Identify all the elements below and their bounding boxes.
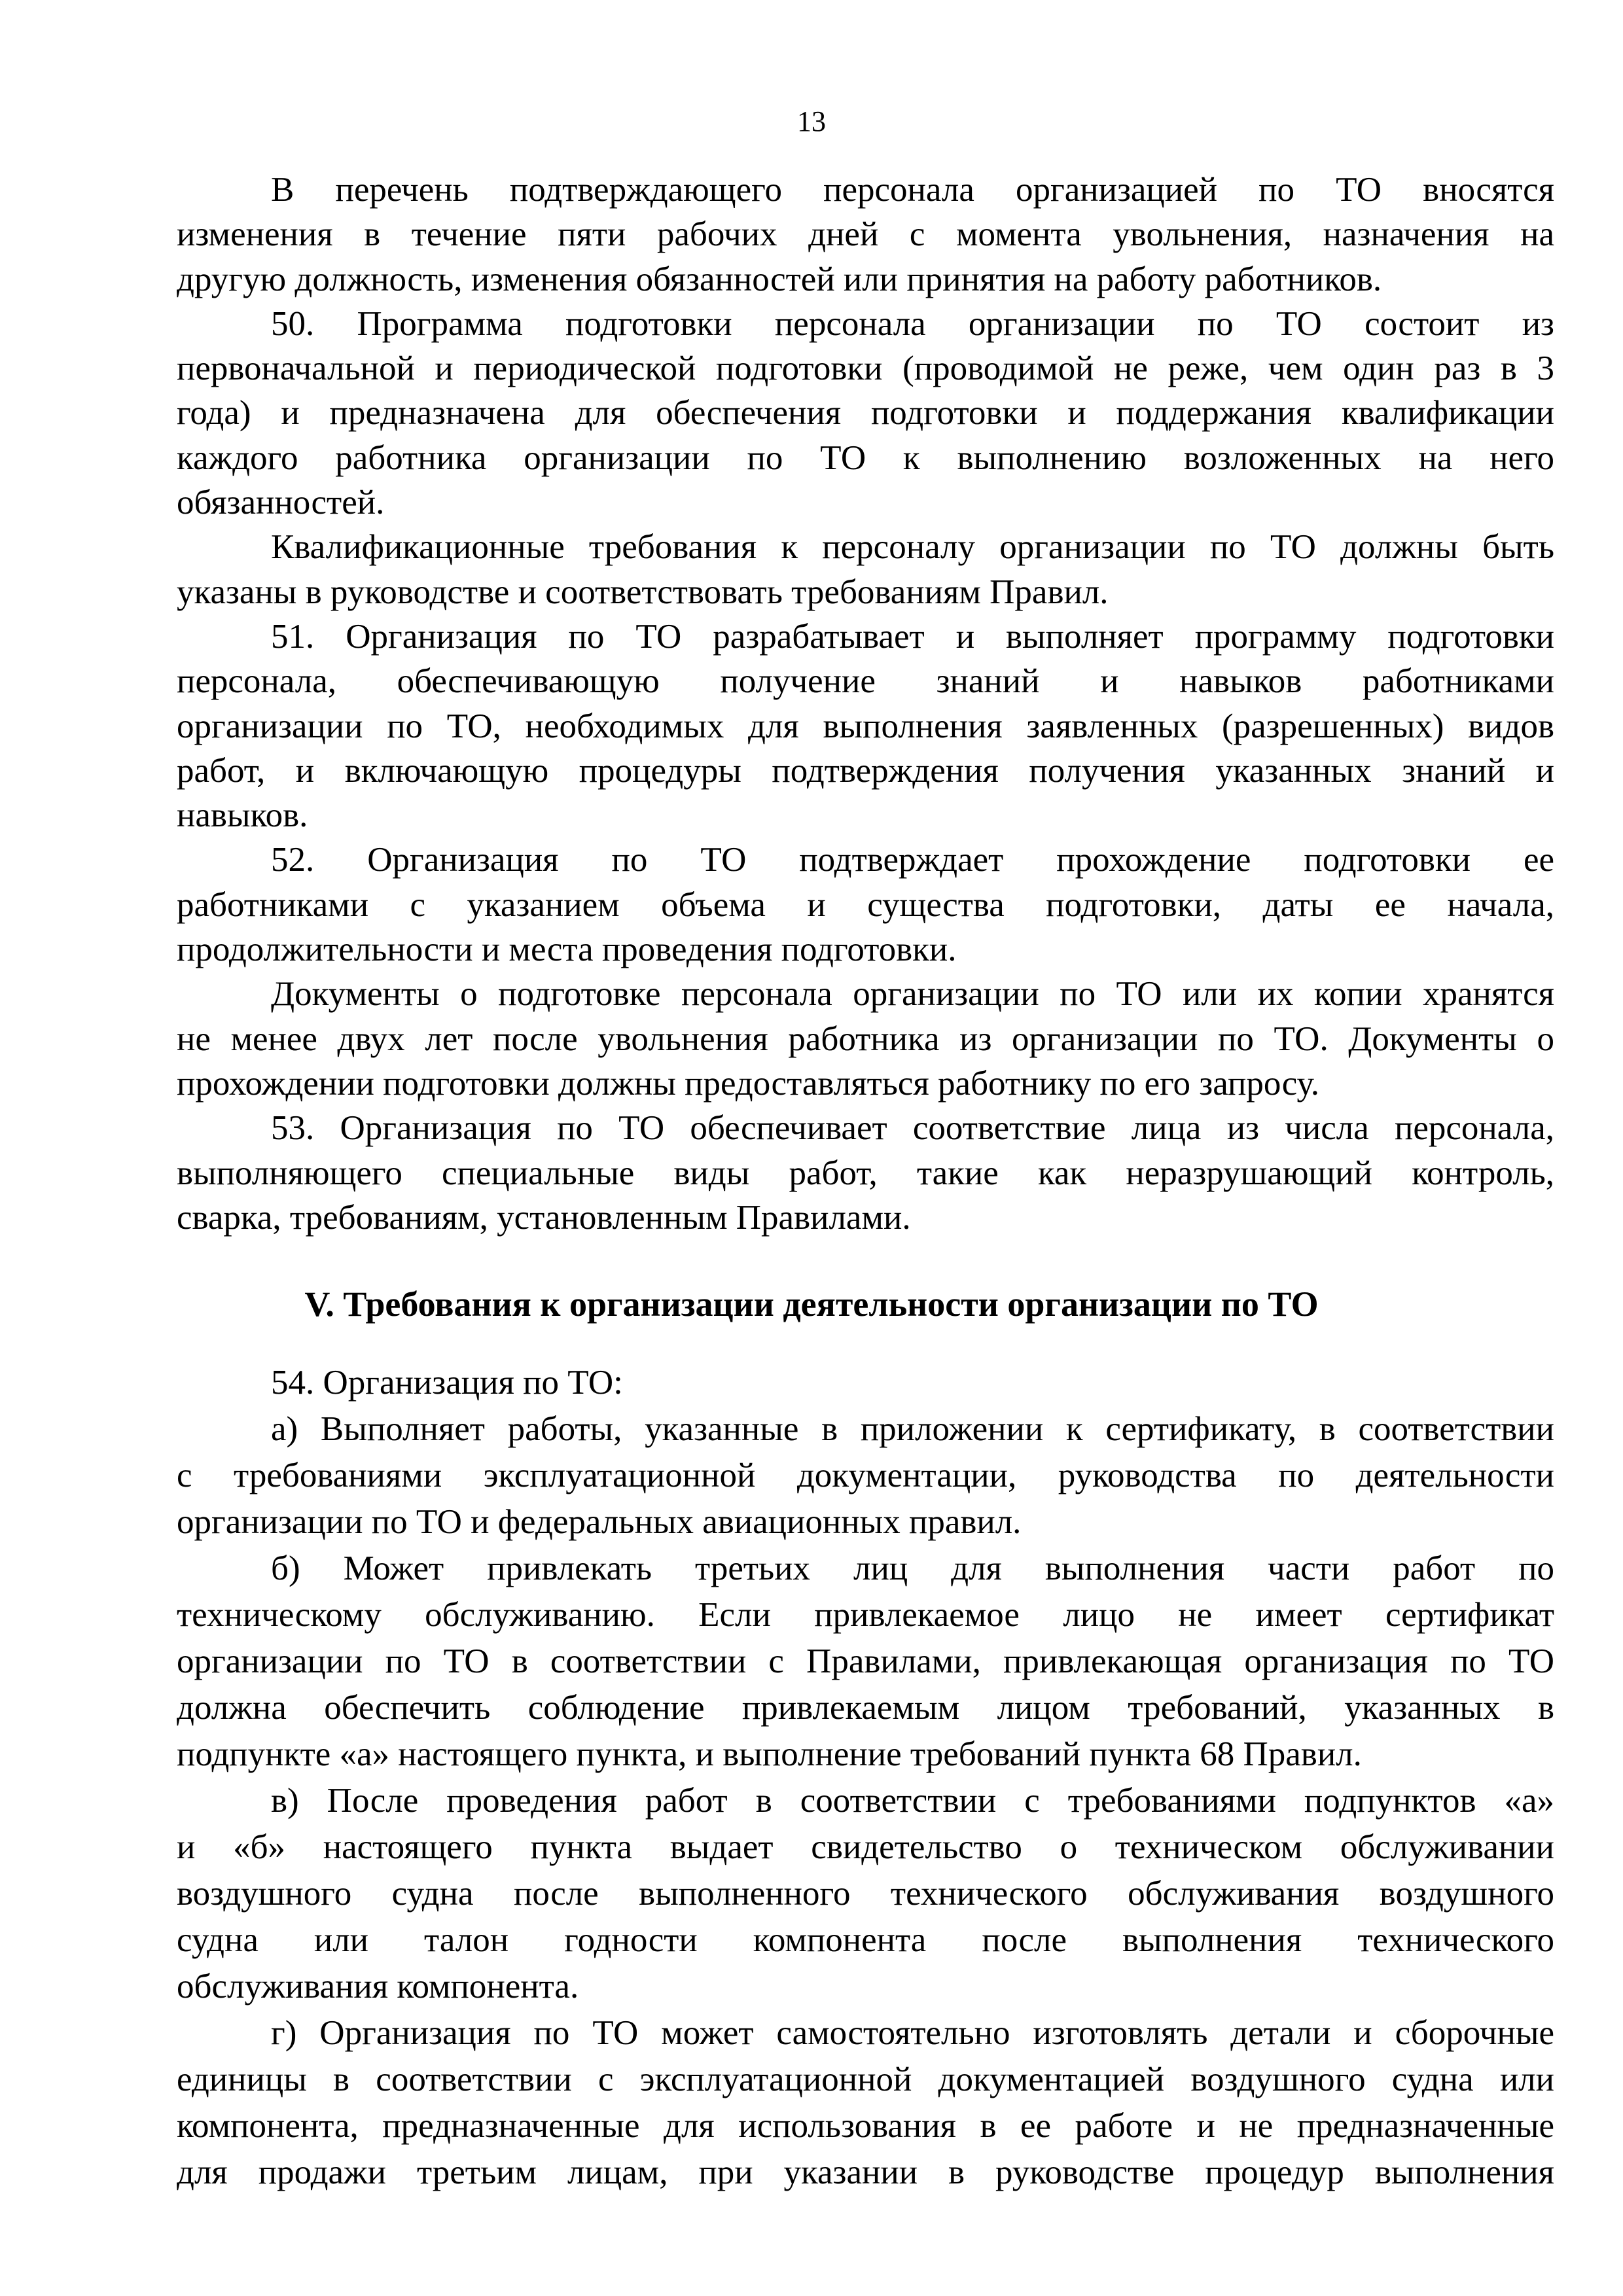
text-line: б) Может привлекать третьих лиц для выполнения части работ по xyxy=(271,1549,1554,1587)
text-line: Документы о подготовке персонала организации по ТО или их копии хранятся xyxy=(271,975,1554,1014)
text-line: не менее двух лет после увольнения работника из организации по ТО. Документы о xyxy=(177,1019,1554,1058)
text-line: изменения в течение пяти рабочих дней с момента увольнения, назначения на xyxy=(177,215,1554,254)
text-line: персонала, обеспечивающую получение знаний и навыков работниками xyxy=(177,662,1554,701)
text-line: 53. Организация по ТО обеспечивает соответствие лица из числа персонала, xyxy=(271,1109,1554,1148)
paragraph xyxy=(177,302,1554,525)
section-text-after-heading xyxy=(177,1360,1554,2196)
paragraph xyxy=(177,1406,1554,1545)
paragraph xyxy=(177,972,1554,1106)
text-line: а) Выполняет работы, указанные в приложении к сертификату, в соответствии xyxy=(271,1410,1554,1448)
text-line: воздушного судна после выполненного технического обслуживания воздушного xyxy=(177,1875,1554,1913)
text-line: выполняющего специальные виды работ, такие как неразрушающий контроль, xyxy=(177,1154,1554,1192)
text-line: обслуживания компонента. xyxy=(177,1968,579,2005)
text-line: каждого работника организации по ТО к выполнению возложенных на него xyxy=(177,438,1554,477)
text-line: для продажи третьим лицам, при указании в руководстве процедур выполнения xyxy=(177,2153,1554,2191)
paragraph xyxy=(177,525,1554,614)
paragraph xyxy=(177,838,1554,972)
text-line: единицы в соответствии с эксплуатационной документацией воздушного судна или xyxy=(177,2060,1554,2098)
text-line: организации по ТО в соответствии с Правилами, привлекающая организация по ТО xyxy=(177,1642,1554,1680)
text-line: указаны в руководстве и соответствовать требованиям Правил. xyxy=(177,573,1109,611)
text-line: г) Организация по ТО может самостоятельно изготовлять детали и сборочные xyxy=(271,2014,1554,2052)
page-number: 13 xyxy=(797,105,826,137)
text-line: сварка, требованиям, установленным Правилами. xyxy=(177,1198,911,1237)
paragraph xyxy=(177,614,1554,838)
text-line: и «б» настоящего пункта выдает свидетельство о техническом обслуживании xyxy=(177,1828,1554,1866)
text-line: в) После проведения работ в соответствии с требованиями подпунктов «а» xyxy=(271,1782,1554,1820)
text-line: работниками с указанием объема и существа подготовки, даты ее начала, xyxy=(177,885,1554,924)
text-line: компонента, предназначенные для использования в ее работе и не предназначенные xyxy=(177,2107,1554,2145)
text-line: первоначальной и периодической подготовки (проводимой не реже, чем один раз в 3 xyxy=(177,349,1554,388)
text-line: судна или талон годности компонента после выполнения технического xyxy=(177,1921,1554,1959)
text-line: продолжительности и места проведения подготовки. xyxy=(177,930,957,969)
paragraph xyxy=(177,1778,1554,2010)
text-line: другую должность, изменения обязанностей или принятия на работу работников. xyxy=(177,260,1382,298)
text-line: года) и предназначена для обеспечения подготовки и поддержания квалификации xyxy=(177,394,1554,433)
text-line: В перечень подтверждающего персонала организацией по ТО вносятся xyxy=(271,171,1554,209)
section-heading: V. Требования к организации деятельности организации по ТО xyxy=(304,1284,1319,1324)
paragraph xyxy=(177,168,1554,302)
paragraph xyxy=(177,1360,1554,1406)
text-line: 52. Организация по ТО подтверждает прохождение подготовки ее xyxy=(271,841,1554,879)
text-line: работ, и включающую процедуры подтверждения получения указанных знаний и xyxy=(177,751,1554,790)
text-line: техническому обслуживанию. Если привлекаемое лицо не имеет сертификат xyxy=(177,1596,1554,1634)
text-line: навыков. xyxy=(177,796,308,835)
paragraph xyxy=(177,2010,1554,2196)
paragraph xyxy=(177,1545,1554,1778)
section-text-before-heading xyxy=(177,168,1554,1240)
text-line: организации по ТО, необходимых для выполнения заявленных (разрешенных) видов xyxy=(177,707,1554,745)
text-line: с требованиями эксплуатационной документации, руководства по деятельности xyxy=(177,1457,1554,1494)
text-line: должна обеспечить соблюдение привлекаемым лицом требований, указанных в xyxy=(177,1689,1554,1727)
text-line: организации по ТО и федеральных авиационных правил. xyxy=(177,1503,1022,1541)
paragraph xyxy=(177,1106,1554,1240)
text-line: 54. Организация по ТО: xyxy=(271,1364,623,1402)
text-line: 51. Организация по ТО разрабатывает и выполняет программу подготовки xyxy=(271,617,1554,656)
text-line: Квалификационные требования к персоналу организации по ТО должны быть xyxy=(271,528,1554,567)
text-line: обязанностей. xyxy=(177,484,385,522)
text-line: 50. Программа подготовки персонала организации по ТО состоит из xyxy=(271,304,1554,343)
text-line: подпункте «а» настоящего пункта, и выполнение требований пункта 68 Правил. xyxy=(177,1735,1362,1773)
text-line: прохождении подготовки должны предоставляться работнику по его запросу. xyxy=(177,1064,1319,1103)
